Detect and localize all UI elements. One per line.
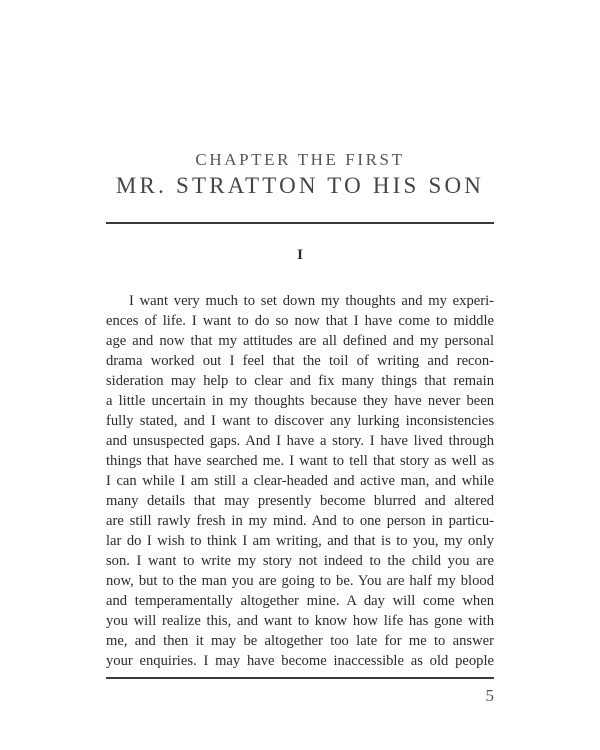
body-line: lar do I wish to think I am writing, and that is to you, my only: [106, 533, 494, 549]
body-line: and temperamentally altogether mine. A day will come when: [106, 593, 494, 609]
body-line: now, but to the man you are going to be. You are half my blood: [106, 573, 494, 589]
body-line: and unsuspected gaps. And I have a story. I have lived through: [106, 433, 494, 449]
body-line: I want very much to set down my thoughts and my experi-: [129, 293, 494, 309]
page-number: 5: [485, 686, 494, 705]
bottom-divider: [106, 677, 494, 679]
chapter-title: MR. STRATTON TO HIS SON: [115, 173, 485, 198]
body-line: age and now that my attitudes are all defined and my personal: [106, 333, 494, 349]
body-line: things that have searched me. I want to tell that story as well as: [106, 453, 494, 469]
body-line: ences of life. I want to do so now that I have come to middle: [106, 313, 494, 329]
body-line: are still rawly fresh in my mind. And to one person in particu-: [106, 513, 494, 529]
body-line: many details that may presently become blurred and altered: [106, 493, 494, 509]
section-numeral: I: [297, 247, 303, 263]
body-line: a little uncertain in my thoughts because they have never been: [106, 393, 494, 409]
body-line: me, and then it may be altogether too late for me to answer: [106, 633, 494, 649]
body-line: your enquiries. I may have become inaccessible as old people: [106, 653, 494, 669]
body-line: fully stated, and I want to discover any lurking inconsistencies: [106, 413, 494, 429]
top-divider: [106, 222, 494, 224]
body-line: I can while I am still a clear-headed and active man, and while: [106, 473, 494, 489]
body-line: son. I want to write my story not indeed to the child you are: [106, 553, 494, 569]
body-line: sideration may help to clear and fix many things that remain: [106, 373, 494, 389]
chapter-label: CHAPTER THE FIRST: [195, 150, 405, 169]
body-line: drama worked out I feel that the toil of writing and recon-: [106, 353, 494, 369]
body-line: you will realize this, and want to know how life has gone with: [106, 613, 494, 629]
